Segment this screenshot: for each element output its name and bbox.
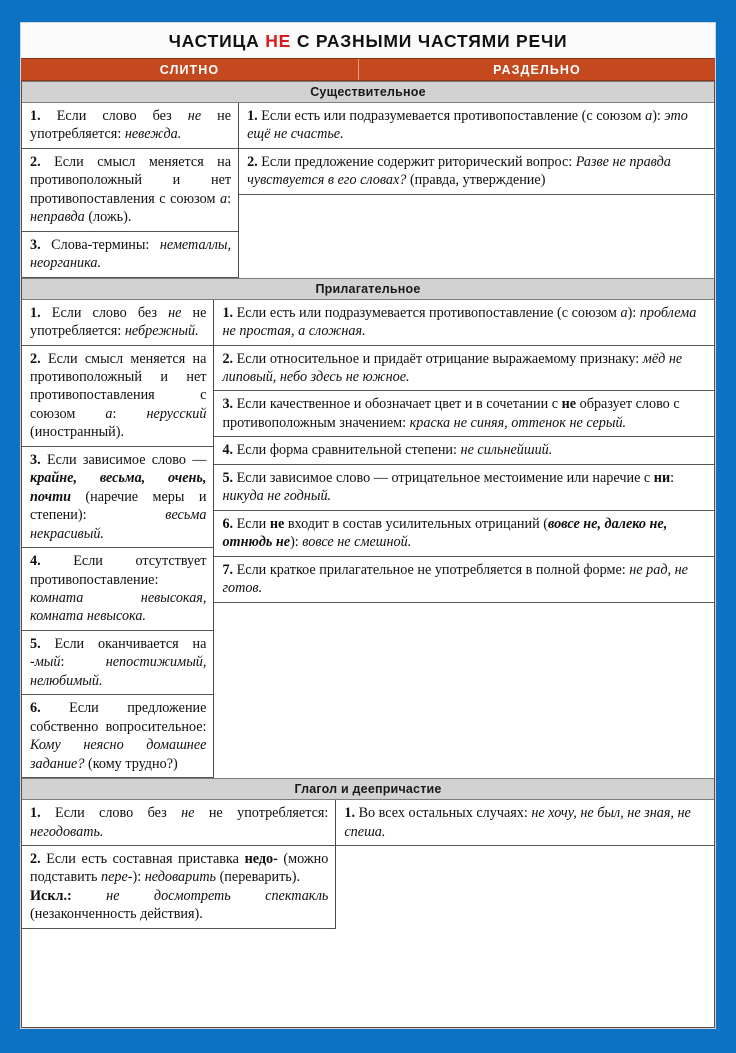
rule-item: 1. Если слово без не не употребляется: негодовать.	[22, 800, 335, 846]
rule-number: 1.	[30, 108, 41, 124]
section-columns	[22, 800, 714, 929]
column-filler	[239, 195, 714, 278]
column-razdelno	[336, 800, 714, 929]
rule-item: 7. Если краткое прилагательное не употребляется в полной форме: не рад, не готов.	[214, 557, 714, 603]
column-slitno	[22, 300, 214, 778]
column-filler	[336, 846, 714, 929]
rule-item: 4. Если отсутствует противопоставление: комната невысокая, комната невысока.	[22, 548, 213, 631]
section-columns	[22, 103, 714, 278]
rule-item: 5. Если оканчивается на -мый: непостижимый, нелюбимый.	[22, 631, 213, 695]
rule-number: 2.	[30, 153, 41, 170]
rule-item: 6. Если предложение собственно вопросительное: Кому неясно домашнее задание? (кому трудно?)	[22, 695, 213, 778]
rule-number: 3.	[30, 236, 41, 253]
section-heading: Глагол и деепричастие	[22, 778, 714, 800]
rule-number: 6.	[30, 700, 41, 717]
rule-item: 1. Если слово без не не употребляется: невежда.	[22, 103, 238, 149]
column-slitno	[22, 103, 239, 278]
rule-number: 2.	[247, 153, 258, 170]
rule-item: 5. Если зависимое слово — отрицательное местоимение или наречие с ни: никуда не годный.	[214, 465, 714, 511]
column-header-razdelno: РАЗДЕЛЬНО	[493, 62, 581, 77]
rule-item: 2. Если есть составная приставка недо- (можно подставить пере-): недоварить (переварить). Искл.: не досмотреть спектакль (незаконченность действия).	[22, 846, 335, 929]
title-accent-ne: НЕ	[265, 31, 292, 51]
rule-item: 2. Если относительное и придаёт отрицание выражаемому признаку: мёд не липовый, небо здесь не южное.	[214, 346, 714, 392]
rules-table	[21, 81, 715, 1028]
rule-number: 3.	[222, 396, 234, 413]
rule-number: 1.	[222, 304, 234, 321]
rule-item: 1. Если слово без не не употребляется: небрежный.	[22, 300, 213, 346]
rule-item: 2. Если смысл меняется на противоположный и нет противопоставления с союзом а: нерусский (иностранный).	[22, 346, 213, 447]
section-heading: Существительное	[22, 81, 714, 103]
rule-number: 2.	[222, 350, 234, 367]
section-columns	[22, 300, 714, 778]
rule-item: 1. Если есть или подразумевается противопоставление (с союзом а): проблема не простая, а сложная.	[214, 300, 714, 346]
column-header-slitno: СЛИТНО	[21, 59, 359, 80]
rule-item: 3. Если зависимое слово — крайне, весьма, очень, почти (наречие меры и степени): весьма некрасивый.	[22, 447, 213, 548]
rule-number: 1.	[344, 805, 356, 822]
rule-number: 4.	[30, 553, 41, 570]
page-title	[21, 23, 715, 58]
rule-number: 3.	[30, 451, 41, 468]
rule-item: 1. Во всех остальных случаях: не хочу, не был, не зная, не спеша.	[336, 800, 714, 846]
rule-item: 6. Если не входит в состав усилительных отрицаний (вовсе не, далеко не, отнюдь не): вовсе не смешной.	[214, 511, 714, 557]
rule-number: 7.	[222, 561, 234, 578]
rule-number: 1.	[30, 304, 41, 321]
column-slitno	[22, 800, 336, 929]
rule-number: 5.	[222, 469, 234, 486]
title-text	[169, 31, 568, 51]
rule-item: 4. Если форма сравнительной степени: не сильнейший.	[214, 437, 714, 464]
column-header-band	[21, 58, 715, 81]
column-razdelno	[239, 103, 714, 278]
section-heading: Прилагательное	[22, 278, 714, 300]
title-prefix: ЧАСТИЦА	[168, 31, 266, 51]
rule-number: 6.	[222, 515, 234, 532]
rule-item: 2. Если смысл меняется на противоположный и нет противопоставления с союзом а: неправда (ложь).	[22, 149, 238, 232]
rule-number: 1.	[247, 108, 258, 124]
rule-number: 1.	[30, 805, 41, 822]
rule-item: 2. Если предложение содержит риторический вопрос: Разве не правда чувствуется в его словах? (правда, утверждение)	[239, 149, 714, 195]
rule-number: 4.	[222, 442, 234, 459]
column-filler	[214, 603, 714, 779]
rule-number: 2.	[30, 850, 41, 867]
rule-item: 1. Если есть или подразумевается противопоставление (с союзом а): это ещё не счастье.	[239, 103, 714, 149]
reference-sheet	[20, 22, 716, 1029]
rule-number: 5.	[30, 635, 41, 652]
rule-item: 3. Слова-термины: неметаллы, неорганика.	[22, 232, 238, 278]
rule-item: 3. Если качественное и обозначает цвет и в сочетании с не образует слово с противоположным значением: краска не синяя, оттенок не серый.	[214, 391, 714, 437]
column-razdelno	[214, 300, 714, 778]
rule-number: 2.	[30, 350, 41, 367]
title-suffix: С РАЗНЫМИ ЧАСТЯМИ РЕЧИ	[291, 31, 568, 51]
